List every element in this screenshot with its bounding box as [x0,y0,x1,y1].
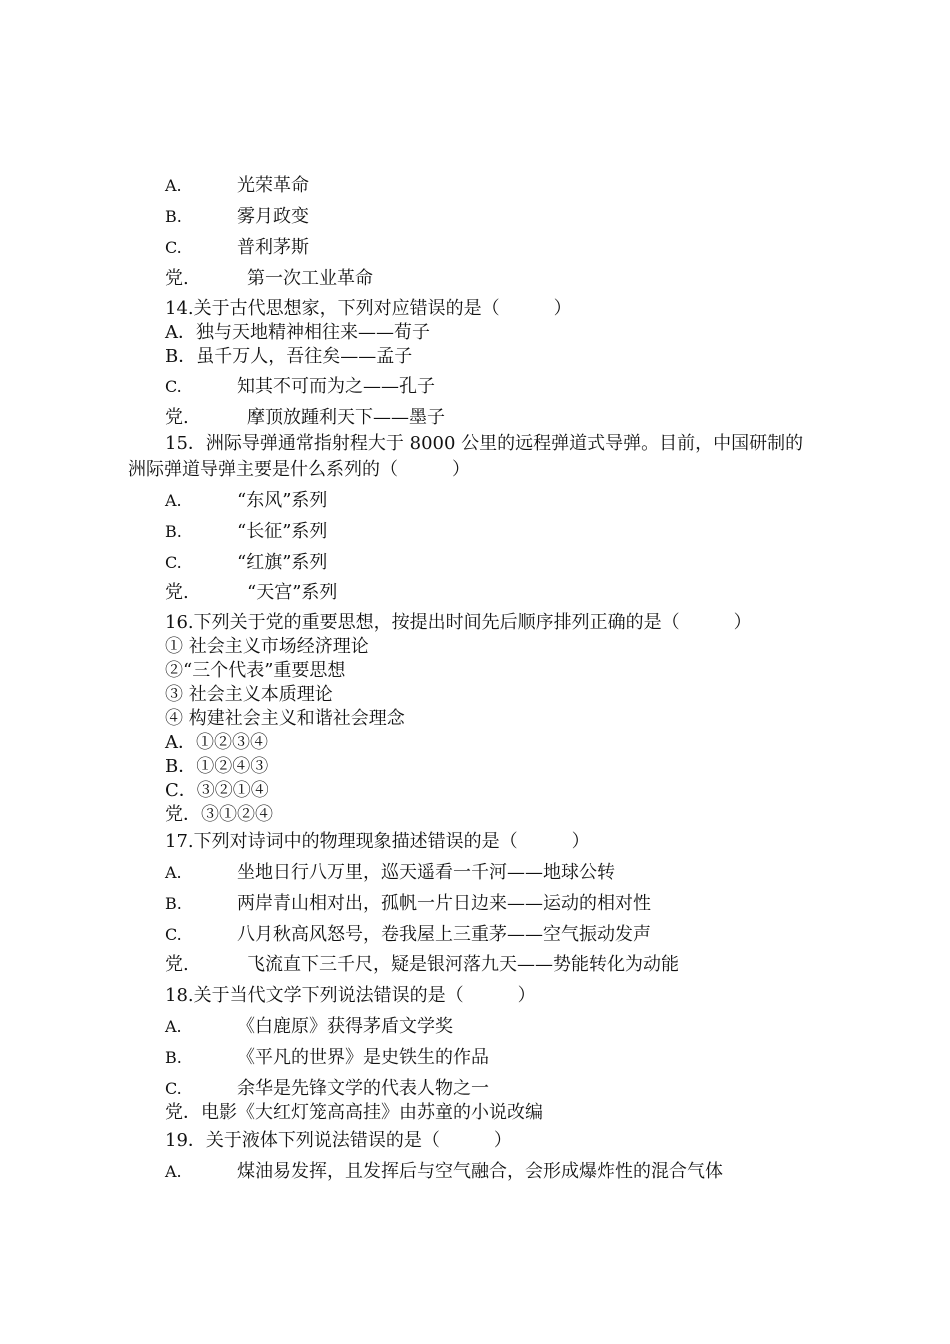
q16-item-2: ②“三个代表”重要思想 [165,660,346,681]
q16-option-c: C．③②①④ [165,780,269,801]
q18-option-d: 党．电影《大红灯笼高高挂》由苏童的小说改编 [165,1102,543,1123]
q17-option-a: A. 坐地日行八万里，巡天遥看一千河——地球公转 [165,862,615,883]
q15-option-c: C. “红旗”系列 [165,552,328,573]
q16-item-4: ④ 构建社会主义和谐社会理念 [165,708,405,729]
q13-option-c: C. 普利茅斯 [165,237,309,258]
q17-option-b: B. 两岸青山相对出，孤帆一片日边来——运动的相对性 [165,893,651,914]
q14-option-c: C. 知其不可而为之——孔子 [165,376,435,397]
q14-option-d: 党. 摩顶放踵利天下——墨子 [165,407,445,428]
q17-option-c: C. 八月秋高风怒号，卷我屋上三重茅——空气振动发声 [165,924,651,945]
q15-stem-line2: 洲际弹道导弹主要是什么系列的（ ） [128,459,470,480]
q18-option-a: A. 《白鹿原》获得茅盾文学奖 [165,1016,453,1037]
q17-stem: 17.下列对诗词中的物理现象描述错误的是（ ） [165,831,590,852]
q18-option-c: C. 余华是先锋文学的代表人物之一 [165,1078,489,1099]
q15-option-b: B. “长征”系列 [165,521,328,542]
q16-stem: 16.下列关于党的重要思想，按提出时间先后顺序排列正确的是（ ） [165,612,752,633]
q18-option-b: B. 《平凡的世界》是史铁生的作品 [165,1047,489,1068]
q15-stem-line1: 15．洲际导弹通常指射程大于 8000 公里的远程弹道式导弹。目前，中国研制的 [165,433,804,454]
q16-option-d: 党．③①②④ [165,804,273,825]
q17-option-d: 党. 飞流直下三千尺，疑是银河落九天——势能转化为动能 [165,954,679,975]
q16-option-a: A．①②③④ [165,732,268,753]
q19-stem: 19．关于液体下列说法错误的是（ ） [165,1130,512,1151]
q19-option-a: A. 煤油易发挥，且发挥后与空气融合，会形成爆炸性的混合气体 [165,1161,723,1182]
q15-option-d: 党. “天宫”系列 [165,582,338,603]
q14-stem: 14.关于古代思想家，下列对应错误的是（ ） [165,298,572,319]
q16-item-1: ① 社会主义市场经济理论 [165,636,369,657]
q18-stem: 18.关于当代文学下列说法错误的是（ ） [165,985,536,1006]
q14-option-b: B．虽千万人，吾往矣——孟子 [165,346,413,367]
q14-option-a: A．独与天地精神相往来——荀子 [165,322,430,343]
q15-option-a: A. “东风”系列 [165,490,328,511]
q13-option-d: 党. 第一次工业革命 [165,268,373,289]
q16-option-b: B．①②④③ [165,756,269,777]
q16-item-3: ③ 社会主义本质理论 [165,684,333,705]
q13-option-a: A. 光荣革命 [165,175,309,196]
q13-option-b: B. 雾月政变 [165,206,309,227]
